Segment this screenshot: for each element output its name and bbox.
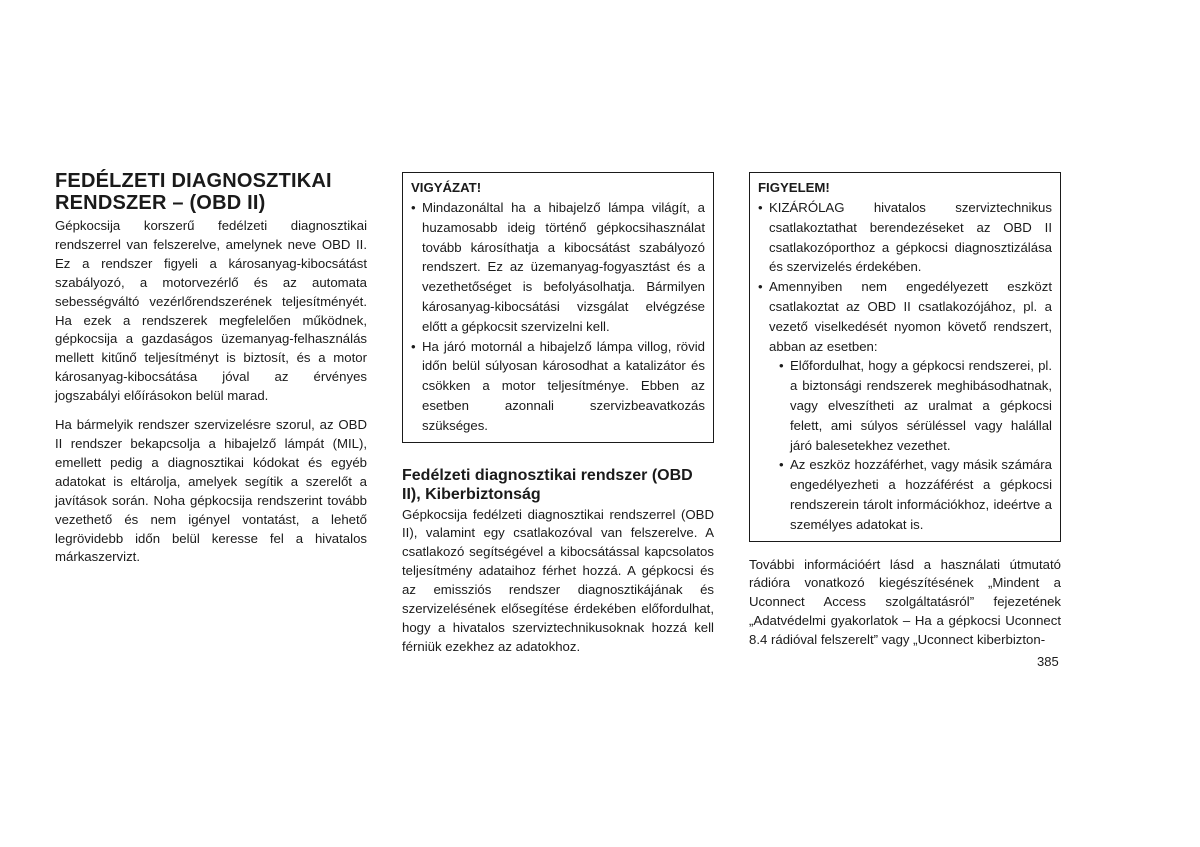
service-paragraph: Ha bármelyik rendszer szervizelésre szorul, az OBD II rendszer bekapcsolja a hibajelző lámpát (MIL), emellett pedig a diagnosztikai kódokat és egyéb adatokat is eltárolja, amelyek segítik a szerelőt a javítások során. Noha gépkocsija rendszerint tovább vezethető és nem igényel vontatást, a lehető legrövidebb időn belül keresse fel a hivatalos márkaszervizt.	[55, 417, 367, 565]
caution-subitem: • Az eszköz hozzáférhet, vagy másik számára engedélyezheti a hozzáférést a gépkocsi rendszerein tárolt információkhoz, ideértve a személyes adatokat is.	[779, 455, 1052, 534]
section-heading-obd: FEDÉLZETI DIAGNOSZTIKAI RENDSZER – (OBD II)	[55, 170, 332, 214]
caution-list	[758, 198, 1052, 535]
caution-subitem: • Előfordulhat, hogy a gépkocsi rendszerei, pl. a biztonsági rendszerek meghibásodhatnak, vagy elveszítheti az uralmat a gépkocsi felett, ami súlyos sérüléssel vagy halállal járó balesetekhez vezethet.	[779, 356, 1052, 455]
warning-item: • Ha járó motornál a hibajelző lámpa villog, rövid időn belül súlyosan károsodhat a katalizátor és csökken a motor teljesítménye. Ebben az esetben azonnali szervizbeavatkozás szükséges.	[411, 337, 705, 436]
caution-item	[758, 277, 1052, 534]
intro-paragraph: Gépkocsija korszerű fedélzeti diagnosztikai rendszerrel van felszerelve, amelynek neve OBD II. Ez a rendszer figyeli a károsanyag-kibocsátást szabályozó, a motorvezérlő és az automata sebességváltó vezérlőrendszerének teljesítményét. Ha ezek a rendszerek megfelelően működnek, gépkocsija a gazdaságos üzemanyag-felhasználás mellett kitűnő teljesítményt is biztosít, és a motor károsanyag-kibocsátása jóval az érvényes jogszabályi előírásokon belül marad.	[55, 218, 367, 404]
warning-item: • Mindazonáltal ha a hibajelző lámpa világít, a huzamosabb ideig történő gépkocsihasználat tovább károsíthatja a kibocsátást szabályozó rendszert. Ez az üzemanyag-fogyasztást és a vezethetőséget is befolyásolhatja. Bármilyen károsanyag-kibocsátási vizsgálat elvégzése előtt a gépkocsit szervizelni kell.	[411, 198, 705, 337]
column-middle	[402, 172, 714, 657]
caution-sublist	[769, 356, 1052, 534]
warning-box	[402, 172, 714, 443]
column-right	[749, 172, 1061, 650]
warning-title: VIGYÁZAT!	[411, 180, 482, 195]
caution-box	[749, 172, 1061, 542]
cybersecurity-heading: Fedélzeti diagnosztikai rendszer (OBD II), Kiberbiztonság	[402, 466, 693, 503]
column-left	[55, 170, 367, 567]
caution-item-text: Amennyiben nem engedélyezett eszközt csatlakoztat az OBD II csatlakozójához, pl. a vezető viselkedését nyomon követő rendszert, abban az esetben:	[769, 279, 1052, 354]
cybersecurity-section	[402, 466, 714, 657]
caution-item: • KIZÁRÓLAG hivatalos szerviztechnikus csatlakoztathat berendezéseket az OBD II csatlakozóporthoz a gépkocsi diagnosztizálása és szervizelés érdekében.	[758, 198, 1052, 277]
caution-title: FIGYELEM!	[758, 180, 830, 195]
cybersecurity-paragraph: Gépkocsija fedélzeti diagnosztikai rendszerrel (OBD II), valamint egy csatlakozóval van felszerelve. A csatlakozó segítségével a kibocsátással kapcsolatos teljesítmény adataihoz férhet hozzá. A gépkocsi és az emissziós rendszer diagnosztikájának és szervizelésének elősegítése érdekében előfordulhat, hogy a hivatalos szerviztechnikusoknak hozzá kell férniük ezekhez az adatokhoz.	[402, 506, 714, 654]
further-info-paragraph: További információért lásd a használati útmutató rádióra vonatkozó kiegészítésének „Mindent a Uconnect Access szolgáltatásról” fejezetének „Adatvédelmi gyakorlatok – Ha a gépkocsi Uconnect 8.4 rádióval felszerelt” vagy „Uconnect kiberbizton-	[749, 556, 1061, 648]
warning-list	[411, 198, 705, 436]
page-number: 385	[1037, 654, 1059, 669]
